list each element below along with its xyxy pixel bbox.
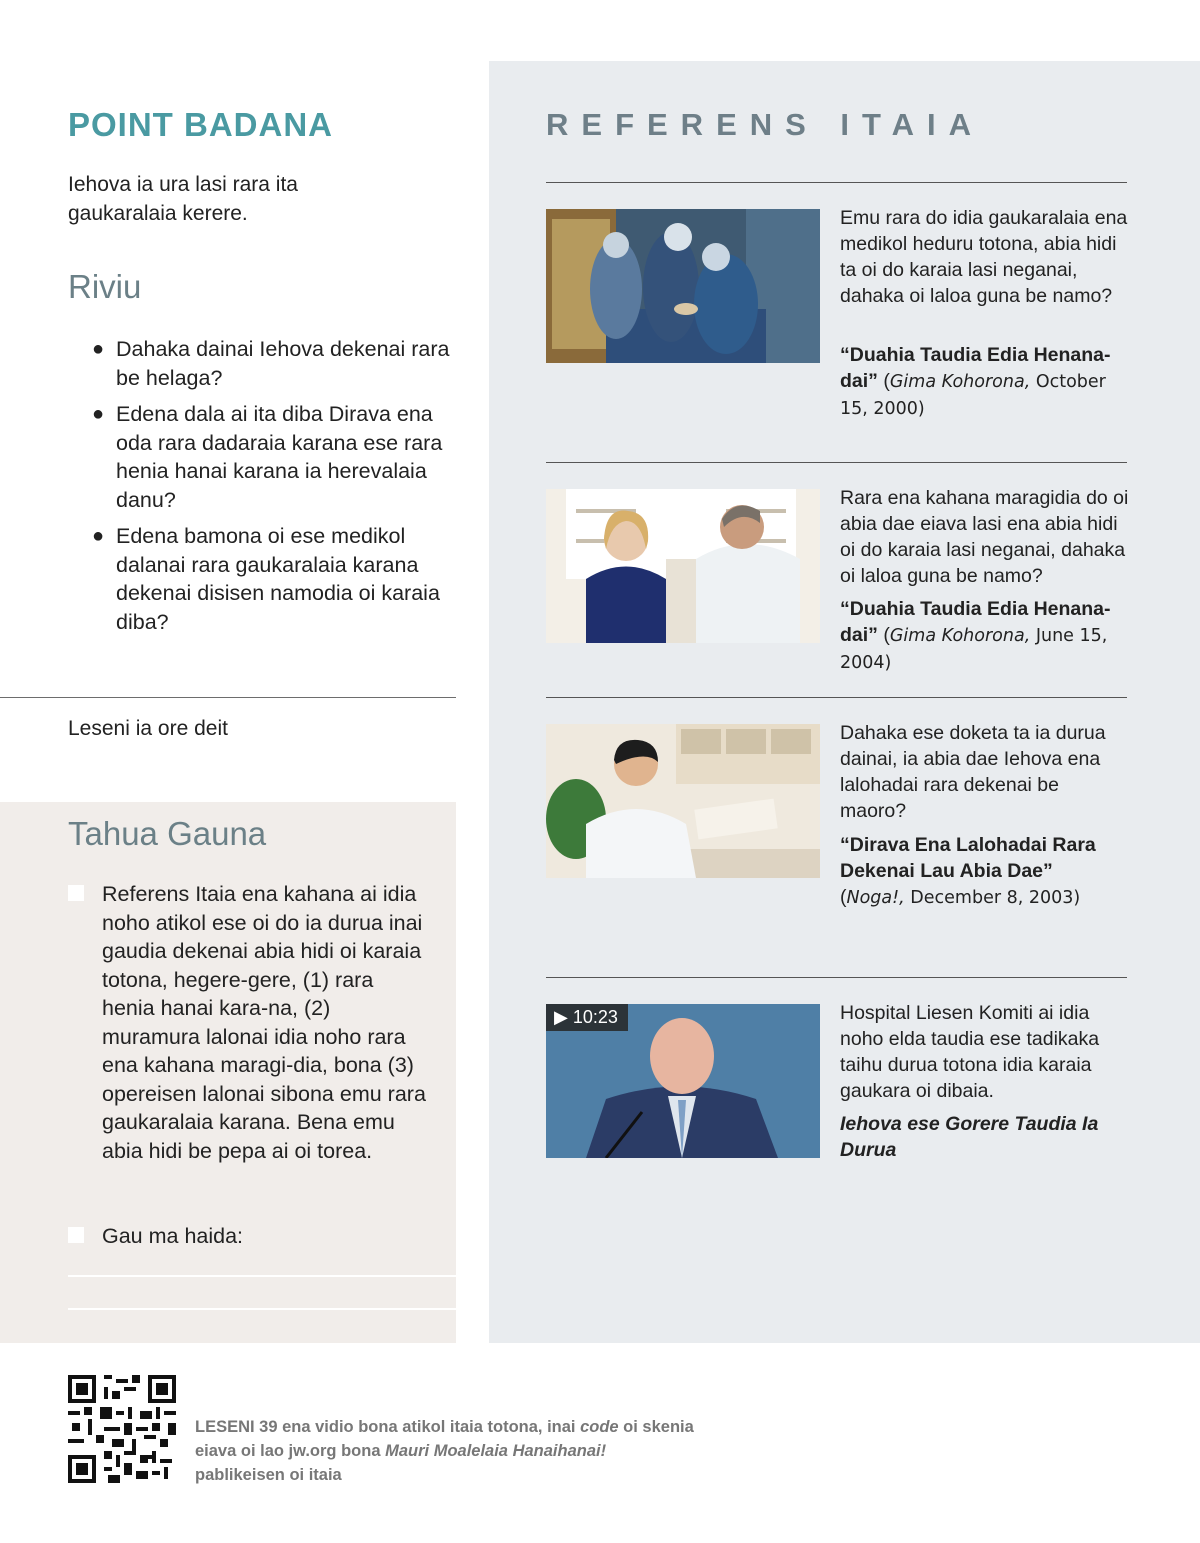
video-duration-badge: ▶ 10:23	[546, 1004, 628, 1031]
referens-citation[interactable]	[840, 832, 1130, 911]
checkbox[interactable]	[68, 1227, 84, 1243]
divider	[546, 697, 1127, 698]
citation-title[interactable]: “Dirava Ena Lalohadai Rara Dekenai Lau Abia Dae”	[840, 834, 1096, 882]
citation-date: December 8, 2003)	[904, 888, 1081, 908]
footer-publication[interactable]: Mauri Moalelaia Hanaihanai!	[385, 1442, 607, 1460]
point-badana-title: POINT BADANA	[68, 106, 333, 143]
referens-question: Emu rara do idia gaukaralaia ena medikol heduru totona, abia hidi ta oi do karaia lasi neganai, dahaka oi laloa guna be namo?	[840, 207, 1128, 307]
citation-paren: (	[877, 624, 890, 646]
checkbox[interactable]	[68, 885, 84, 901]
citation-paren: (	[877, 370, 890, 392]
patient-doctor-photo[interactable]	[546, 489, 820, 643]
citation-paren: (	[840, 886, 847, 908]
riviu-list	[92, 335, 452, 644]
citation-publication: Gima Kohorona,	[889, 626, 1031, 646]
bullet-icon: ●	[92, 338, 105, 360]
divider	[546, 977, 1127, 978]
referens-question: Dahaka ese doketa ta ia durua dainai, ia abia dae Iehova ena lalohadai rara dekenai be maoro?	[840, 722, 1106, 822]
referens-question: Hospital Liesen Komiti ai idia noho elda taudia ese tadikaka taihu durua totona idia karaia gaukara oi dibaia.	[840, 1002, 1100, 1102]
divider	[546, 182, 1127, 183]
riviu-title: Riviu	[68, 268, 142, 305]
tahua-item	[68, 880, 428, 1165]
surgery-photo[interactable]	[546, 209, 820, 363]
referens-citation[interactable]	[840, 342, 1130, 422]
riviu-item: ● Dahaka dainai Iehova dekenai rara be helaga?	[92, 337, 450, 390]
divider	[0, 697, 456, 698]
tahua-item	[68, 1222, 428, 1251]
tahua-gauna-title: Tahua Gauna	[68, 815, 267, 852]
referens-question: Rara ena kahana maragidia do oi abia dae eiava lasi ena abia hidi oi do karaia lasi neganai, dahaka oi laloa guna be namo?	[840, 487, 1129, 587]
referens-itaia-title: REFERENS ITAIA	[546, 107, 985, 142]
footer-note: LESENI 39 ena vidio bona atikol itaia totona, inai code oi skenia eiava oi lao jw.org bona Mauri Moalelaia Hanaihanai! pablikeisen oi itaia	[195, 1418, 694, 1484]
play-icon: ▶	[554, 1007, 568, 1027]
video-thumbnail[interactable]	[546, 1004, 820, 1158]
footer-code-word: code	[580, 1418, 619, 1436]
citation-title[interactable]: “Duahia Taudia Edia Henana-dai”	[840, 344, 1111, 392]
riviu-item: ● Edena dala ai ita diba Dirava ena oda rara dadaraia karana ese rara henia hanai karana ia herevalaia danu?	[92, 402, 443, 512]
doctor-with-bible-photo[interactable]	[546, 724, 820, 878]
tahua-item-text: Gau ma haida:	[102, 1224, 244, 1248]
citation-publication: Noga!,	[846, 888, 905, 908]
bullet-icon: ●	[92, 403, 105, 425]
citation-publication: Gima Kohorona,	[889, 372, 1031, 392]
video-title[interactable]: Iehova ese Gorere Taudia Ia Durua	[840, 1113, 1099, 1161]
tahua-item-text: Referens Itaia ena kahana ai idia noho atikol ese oi do ia durua inai gaudia dekenai abia hidi oi karaia totona, hegere-gere, (1) rara henia hanai kara-na, (2) muramura lalonai idia noho rara ena kahana maragi-dia, bona (3) opereisen lalonai sibona emu rara gaukaralaia karana. Bena emu abia hidi be pepa ai oi torea.	[102, 882, 426, 1163]
qr-code-icon[interactable]	[68, 1375, 176, 1483]
point-badana-text: Iehova ia ura lasi rara ita gaukaralaia kerere.	[68, 173, 298, 225]
write-line[interactable]	[68, 1275, 456, 1277]
lesson-date-label: Leseni ia ore deit	[68, 717, 228, 740]
citation-date: October 15, 2000)	[840, 372, 1106, 419]
citation-title[interactable]: “Duahia Taudia Edia Henana-dai”	[840, 598, 1111, 646]
riviu-item: ● Edena bamona oi ese medikol dalanai rara gaukaralaia karana dekenai disisen namodia oi karaia diba?	[92, 524, 440, 634]
bullet-icon: ●	[92, 525, 105, 547]
write-line[interactable]	[68, 1308, 456, 1310]
referens-citation[interactable]	[840, 596, 1130, 676]
citation-date: June 15, 2004)	[840, 626, 1108, 673]
divider	[546, 462, 1127, 463]
